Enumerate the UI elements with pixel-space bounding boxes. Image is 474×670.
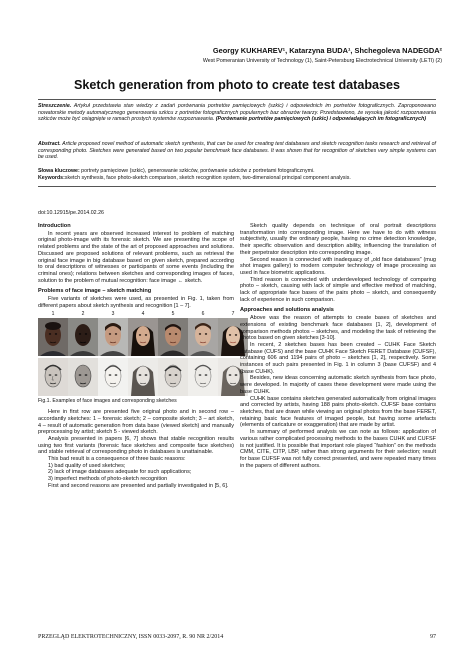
page-number: 97 — [430, 634, 436, 640]
list-item: 3) imperfect methods of photo-sketch recognition — [48, 476, 168, 483]
figure-pair-4 — [128, 311, 158, 396]
keywords-en-text: sketch synthesis, face photo-sketch comparison, sketch recognition system, two-dimensional principal component analysis. — [64, 175, 351, 181]
paragraph: Sketch quality depends on technique of oral portrait descriptions transformation into corresponding image. Here we have to do with witness subjectivity, usually the ordinary people, having no crime detection knowledge, their specific observation and description ability, influencing the translation of their perpetrator description into corresponding image. — [240, 223, 436, 256]
abstract-text: Article proposed novel method of automatic sketch synthesis, that can be used for creating test databases and sketch recognition tasks research and retrieval of corresponding photo. Sketches were generated based on two popular benchmark face databases. It was shown that for recognition of sketches very simple systems can be used. — [38, 141, 436, 160]
top-rule — [38, 99, 436, 100]
paragraph: Second reason is connected with inadequacy of „old face databases” (mug shot images gallery) to modern computer technology of image processing as used in face biometric applications. — [240, 256, 436, 276]
face-photo-3 — [98, 318, 128, 356]
keywords-en-block — [38, 175, 436, 182]
doi: doi:10.12915/pe.2014.02.26 — [38, 210, 104, 216]
figure-number: 5 — [171, 311, 175, 318]
face-photo-5 — [158, 318, 188, 356]
figure-number: 4 — [141, 311, 145, 318]
paper-title: Sketch generation from photo to create test databases — [73, 78, 401, 92]
list-item: 1) bad quality of used sketches; — [48, 462, 126, 469]
figure-number: 1 — [51, 311, 55, 318]
approaches-heading: Approaches and solutions analysis — [240, 307, 334, 314]
figure-pair-3 — [98, 311, 128, 396]
figure-number: 7 — [231, 311, 235, 318]
face-sketch-1 — [38, 358, 68, 396]
intro-paragraph: In recent years are observed increased interest to problem of matching original photo-image with its forensic sketch. We are presenting the scope of related problems and the state of the art of proposed approaches and solutions. Discussed are proposed solutions of relevant problems, such as retrieval the original face image in big database based on given sketch, prepared according to oral descriptions of witnesses or participants of some events (including the criminal ones); relations between sketches and corresponding images of faces, solution to the problem of mutual recognition: face image ← sketch. — [38, 230, 234, 284]
keywords-pl-label: Słowa kluczowe: — [38, 168, 80, 174]
figure-number: 2 — [81, 311, 85, 318]
streszczenie-label: Streszczenie. — [38, 103, 72, 109]
paragraph: In summary of performed analysis we can note as follows: application of various rather complicated processing methods to the bases CUHK and CUFSF is not justified. It is possible that important role played “fashion” on the methods CMM, CITE, CITP, LBP, rather than strong arguments for their selection; result for base CUFSF was not fully correct presented, and were repeated many times in the papers of different authors. — [240, 429, 436, 469]
face-sketch-4 — [128, 358, 158, 396]
streszczenie-text: Artykuł przedstawia stan wiedzy z zadań porównania portretów pamięciowych (szkic) i odpowiednich im portretów fotograficznych. Zaproponowano nowatorskie metody automatycznego generowania szkicu z portretów fotograficznych popularnych baz obrazów twarzy. Przedstawiono, że wysoką jakość rozpoznawania szkiców może być osiągnięte w ramach prostych systemów rozpoznawania. — [38, 103, 436, 122]
face-photo-6 — [188, 318, 218, 356]
face-photo-4 — [128, 318, 158, 356]
keywords-en-label: Keywords: — [38, 175, 65, 181]
problems-heading: Problems of face image – sketch matching — [38, 288, 152, 295]
right-column — [240, 223, 436, 469]
paragraph: Besides, new ideas concerning automatic sketch synthesis from face photo, were developed. In majority of cases these development were made using the base CUHK. — [240, 375, 436, 395]
paragraph: Above was the reason of attempts to create bases of sketches and extensions of existing benchmark face databases [1, 2], development of comparison methods photos – sketches, and modeling the task of retrieving the photos based on given sketches [3-10]. — [240, 315, 436, 342]
figure-number: 6 — [201, 311, 205, 318]
paragraph: This bad result is a consequence of three basic reasons: — [48, 456, 186, 463]
bottom-rule — [38, 186, 436, 187]
figure-pair-2 — [68, 311, 98, 396]
authors-line: Georgy KUKHAREV¹, Katarzyna BUDA¹, Shchegoleva NADEGDA² — [212, 46, 442, 55]
problems-paragraph: Five variants of sketches were used, as presented in Fig. 1, taken from different papers about sketch synthesis and recognition [1 – 7]. — [38, 296, 234, 309]
paragraph: Here in first row are presented five original photo and in second row – accordantly sketches: 1 – forensic sketch; 2 – composite sketch; 3 – art sketch, 4 – result of automatic generation from data base (viewed sketch) and manually preprocessing by artist; sketch 5 - viewed sketch. — [38, 409, 234, 436]
paragraph: In recent, 2 sketches bases has been created – CUHK Face Sketch database (CUFS) and the base CUHK Face Sketch FERET Database (CUFSF), containing 606 and 1194 pairs of photo – sketches [1, 2], respectively. Some instances of such pairs presented in Fig. 1 in column 3 (base CUFSF) and 4 (base CUHK). — [240, 341, 436, 375]
keywords-pl-text: portrety pamięciowe (szkic), generowanie szkiców, porównanie szkiców z portretami fotograficznymi. — [79, 168, 315, 174]
face-sketch-6 — [188, 358, 218, 396]
page-footer — [38, 634, 436, 640]
abstract-block — [38, 141, 436, 161]
keywords-pl-block — [38, 168, 436, 175]
abstract-label: Abstract. — [38, 141, 61, 147]
paragraph: CUHK base contains sketches generated automatically from original images and corrected by artists, having 188 pairs photo-sketch. CUFSF base contains sketches, that are drawn while viewing an original photos from the base FERET, retaining basic face features of imaged people, but having some artefacts (elements of caricature or exaggeration) that are made by artist. — [240, 395, 436, 429]
figure-pair-5 — [158, 311, 188, 396]
streszczenie-block — [38, 103, 436, 123]
paragraph: Third reason is connected with underdeveloped technology of comparing photo – sketch, causing with lack of simple and effective method of matching, lack of appropriate face bases of the pairs photo – sketch, and consequently lack of experience in such comparison. — [240, 276, 436, 303]
face-sketch-2 — [68, 358, 98, 396]
figure-1 — [38, 311, 234, 396]
streszczenie-title-pl: (Porównanie portretów pamięciowych (szkic) i odpowiadających im fotograficznych) — [215, 116, 427, 122]
figure-caption: Fig.1. Examples of face images and corresponding sketches — [38, 398, 177, 405]
figure-pair-1 — [38, 311, 68, 396]
face-sketch-5 — [158, 358, 188, 396]
affiliation-line: West Pomeranian University of Technology (1), Saint-Petersburg Electrotechnical University (LETI) (2) — [202, 58, 442, 64]
figure-pair-6 — [188, 311, 218, 396]
figure-number: 3 — [111, 311, 115, 318]
paragraph: Analysis presented in papers [6, 7] shows that stable recognition results using two first variants (forensic face sketches and composite face sketches) and stable retrieval of corresponding photo in databases is unattainable. — [38, 435, 234, 456]
list-item: 2) lack of image databases adequate for such applications; — [48, 469, 192, 476]
introduction-heading: Introduction — [38, 223, 71, 229]
left-column — [38, 223, 234, 490]
face-sketch-3 — [98, 358, 128, 396]
face-photo-2 — [68, 318, 98, 356]
paragraph: First and second reasons are presented and partially investigated in [5, 6]. — [48, 482, 229, 489]
journal-info: PRZEGLĄD ELEKTROTECHNICZNY, ISSN 0033-2097, R. 90 NR 2/2014 — [38, 634, 224, 640]
face-photo-1 — [38, 318, 68, 356]
